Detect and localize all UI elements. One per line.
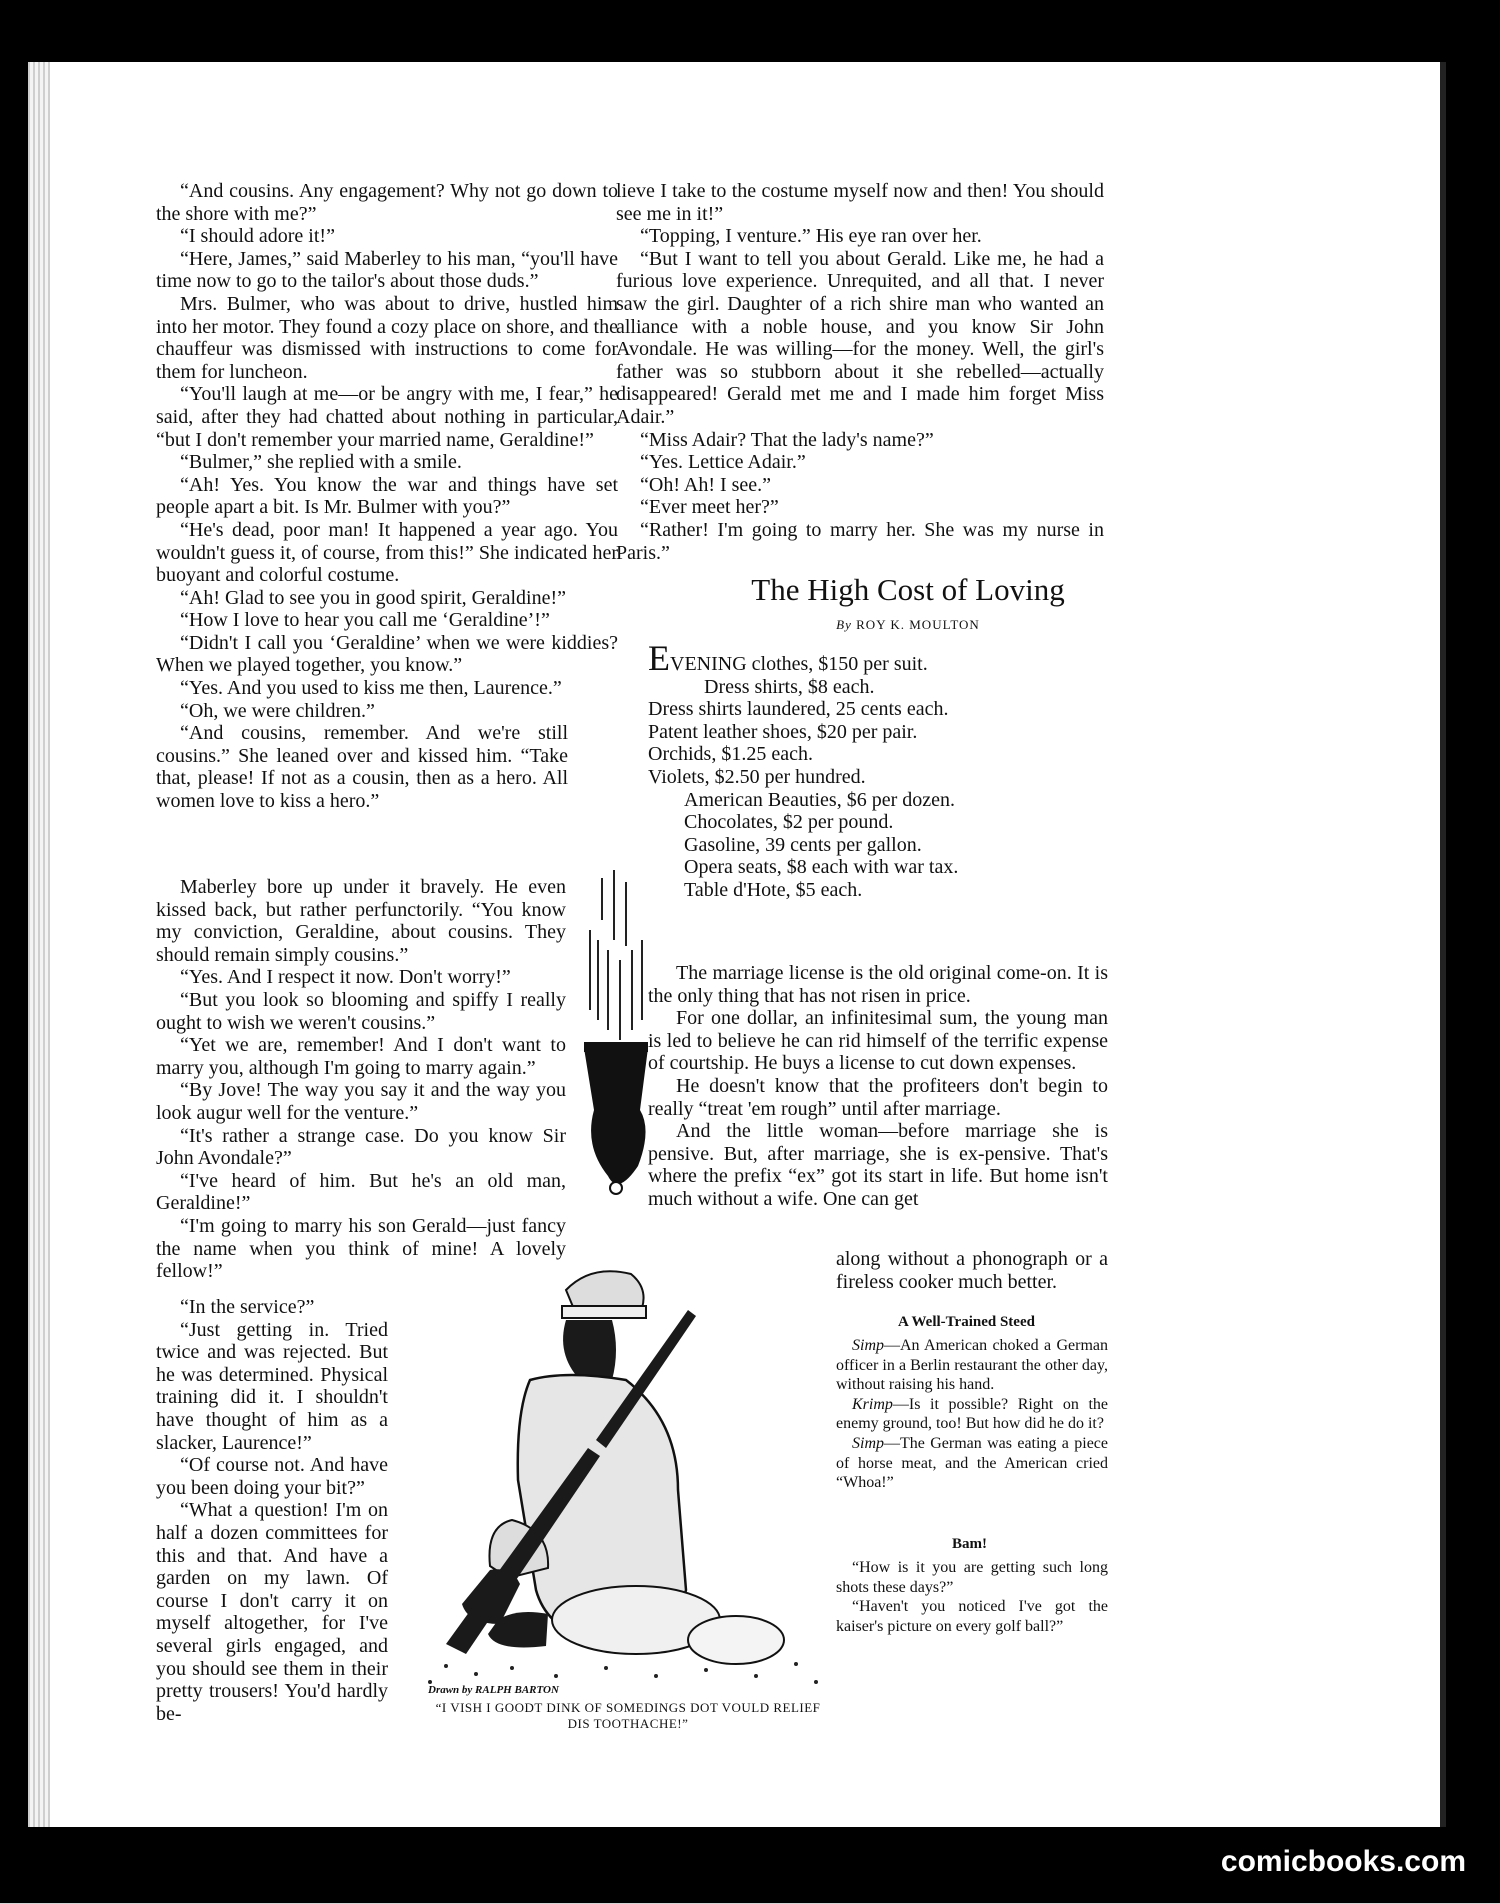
story-paragraph: “Miss Adair? That the lady's name?” [640, 428, 934, 451]
story-paragraph: “Oh, we were children.” [180, 699, 375, 722]
magazine-page [28, 62, 1446, 1827]
joke-line: Simp—An American choked a German officer in a Berlin restaurant the other day, without raising his hand. [836, 1337, 1108, 1394]
joke-heading: Bam! [952, 1536, 987, 1552]
story-column-1-narrow [156, 1296, 388, 1725]
story-column-1-top [156, 180, 618, 813]
story-paragraph: “Yet we are, remember! And I don't want to marry you, although I'm going to marry again.” [156, 1034, 566, 1079]
story-column-1-middle [156, 876, 566, 1283]
price-item: Dress shirts laundered, 25 cents each. [648, 698, 949, 721]
cartoon-credit: Drawn by RALPH BARTON [428, 1684, 559, 1696]
article-byline [648, 617, 1168, 633]
story-paragraph: “I should adore it!” [180, 225, 335, 248]
story-paragraph: “Yes. Lettice Adair.” [640, 451, 806, 474]
article-title: The High Cost of Loving [751, 572, 1065, 607]
essay-paragraph: For one dollar, an infinitesimal sum, the young man is led to believe he can rid himself of the terrific expense of courtship. He buys a license to cut down expenses. [648, 1007, 1108, 1075]
page-binding [28, 62, 50, 1827]
joke-line: “Haven't you noticed I've got the kaiser's picture on every golf ball?” [836, 1598, 1108, 1635]
price-item: EVENING clothes, $150 per suit. [648, 638, 928, 678]
joke-line: “How is it you are getting such long shots these days?” [836, 1559, 1108, 1596]
story-paragraph: “Ah! Glad to see you in good spirit, Geraldine!” [180, 586, 567, 609]
story-paragraph: “What a question! I'm on half a dozen committees for this and that. And have a garden on my lawn. Of course I don't carry it on myself altogether, for I've several girls engaged, and you should see them in their pretty trousers! You'd hardly be- [156, 1499, 388, 1725]
article-essay [648, 962, 1108, 1211]
joke-line: Krimp—Is it possible? Right on the enemy ground, too! But how did he do it? [836, 1395, 1108, 1433]
story-paragraph: “You'll laugh at me—or be angry with me, I fear,” he said, after they had chatted about nothing in particular, “but I don't remember your married name, Geraldine!” [156, 383, 618, 451]
price-item: Gasoline, 39 cents per gallon. [684, 833, 922, 856]
story-paragraph: “Oh! Ah! I see.” [640, 473, 772, 496]
story-paragraph: “Ah! Yes. You know the war and things have set people apart a bit. Is Mr. Bulmer with you?” [156, 473, 618, 519]
story-paragraph: “Rather! I'm going to marry her. She was my nurse in Paris.” [616, 518, 1104, 564]
story-paragraph: “By Jove! The way you say it and the way you look augur well for the venture.” [156, 1079, 566, 1124]
story-paragraph: “He's dead, poor man! It happened a year ago. You wouldn't guess it, of course, from this!” She indicated her buoyant and colorful costume. [156, 518, 618, 587]
essay-paragraph: The marriage license is the old original come-on. It is the only thing that has not risen in price. [648, 962, 1108, 1007]
story-column-2 [616, 180, 1104, 564]
price-item: Table d'Hote, $5 each. [684, 878, 863, 901]
story-paragraph: “And cousins, remember. And we're still cousins.” She leaned over and kissed him. “Take that, please! If not as a cousin, then as a hero. All women love to kiss a hero.” [156, 722, 568, 813]
price-item: Dress shirts, $8 each. [704, 675, 875, 698]
essay-paragraph: And the little woman—before marriage she is pensive. But, after marriage, she is ex-pensive. That's where the prefix “ex” got its start in life. But home isn't much without a wife. One can get [648, 1120, 1108, 1210]
story-paragraph: “And cousins. Any engagement? Why not go down to the shore with me?” [156, 180, 618, 225]
price-item: Opera seats, $8 each with war tax. [684, 856, 959, 879]
price-list [648, 638, 1108, 902]
byline-prefix: By [836, 617, 852, 632]
story-paragraph: “Just getting in. Tried twice and was rejected. But he was determined. Physical training did it. I shouldn't have thought of him as a slacker, Laurence!” [156, 1318, 388, 1454]
cartoon-quote: “I VISH I GOODT DINK OF SOMEDINGS DOT VOULD RELIEF DIS TOOTHACHE!” [435, 1700, 821, 1731]
story-paragraph: “Yes. And you used to kiss me then, Laurence.” [180, 677, 562, 700]
page-edge [1440, 62, 1446, 1827]
story-paragraph: “Of course not. And have you been doing your bit?” [156, 1454, 388, 1499]
story-paragraph: “I'm going to marry his son Gerald—just fancy the name when you think of mine! A lovely fellow!” [156, 1214, 566, 1283]
price-item: American Beauties, $6 per dozen. [684, 788, 956, 811]
story-paragraph: “Ever meet her?” [640, 496, 779, 519]
story-paragraph: Mrs. Bulmer, who was about to drive, hustled him into her motor. They found a cozy place on shore, and the chauffeur was dismissed with instructions to come for them for luncheon. [156, 292, 618, 383]
story-paragraph: “Yes. And I respect it now. Don't worry!” [180, 966, 511, 989]
site-watermark: comicbooks.com [1220, 1845, 1466, 1878]
joke-steed [836, 1336, 1108, 1493]
joke-bam [836, 1558, 1108, 1636]
story-paragraph: “In the service?” [180, 1296, 315, 1318]
price-item: Patent leather shoes, $20 per pair. [648, 720, 918, 743]
story-paragraph: “Here, James,” said Maberley to his man, “you'll have time now to go to the tailor's about those duds.” [156, 247, 618, 293]
story-paragraph: “I've heard of him. But he's an old man, Geraldine!” [156, 1169, 566, 1215]
story-paragraph: “Topping, I venture.” His eye ran over her. [640, 225, 982, 248]
joke-line: Simp—The German was eating a piece of horse meat, and the American cried “Whoa!” [836, 1434, 1108, 1492]
drop-cap: E [648, 638, 670, 678]
price-item: Chocolates, $2 per pound. [684, 811, 894, 834]
price-item: Orchids, $1.25 each. [648, 743, 813, 766]
joke-heading: A Well-Trained Steed [898, 1314, 1035, 1330]
story-paragraph: “How I love to hear you call me ‘Geraldine’!” [180, 609, 550, 632]
story-paragraph: lieve I take to the costume myself now and then! You should see me in it!” [616, 180, 1104, 225]
falling-bomb-illustration [568, 870, 658, 1206]
story-paragraph: “But you look so blooming and spiffy I really ought to wish we weren't cousins.” [156, 988, 566, 1034]
price-item: Violets, $2.50 per hundred. [648, 765, 866, 788]
story-paragraph: “Bulmer,” she replied with a smile. [180, 451, 462, 474]
story-paragraph: Maberley bore up under it bravely. He even kissed back, but rather perfunctorily. “You know my conviction, Geraldine, about cousins. They should remain simply cousins.” [156, 876, 566, 966]
essay-paragraph: He doesn't know that the profiteers don't begin to really “treat 'em rough” until after marriage. [648, 1074, 1108, 1120]
cartoon-caption [428, 1684, 828, 1732]
soldier-cartoon-illustration [416, 1230, 836, 1690]
story-paragraph: “But I want to tell you about Gerald. Like me, he had a furious love experience. Unrequited, and all that. I never saw the girl. Daughter of a rich shire man who wanted an alliance with a noble house, and you know Sir John Avondale. He was willing—for the money. Well, the girl's father was so stubborn about it she rebelled—actually disappeared! Gerald met me and I made him forget Miss Adair.” [616, 247, 1104, 428]
story-paragraph: “Didn't I call you ‘Geraldine’ when we were kiddies? When we played together, you know.” [156, 631, 618, 677]
story-paragraph: “It's rather a strange case. Do you know Sir John Avondale?” [156, 1124, 566, 1170]
byline-author: ROY K. MOULTON [856, 617, 980, 632]
essay-tail: along without a phonograph or a fireless cooker much better. [836, 1248, 1108, 1293]
